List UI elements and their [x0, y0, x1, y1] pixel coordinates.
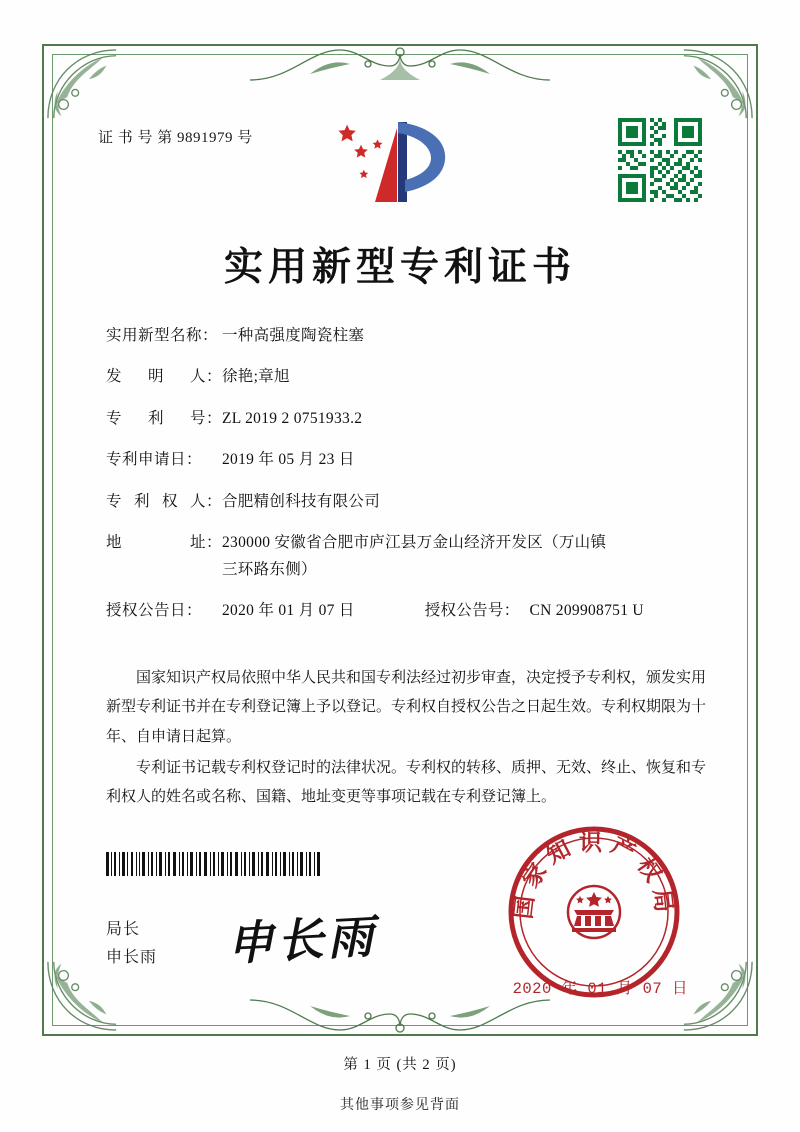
paragraph-1: 国家知识产权局依照中华人民共和国专利法经过初步审查，决定授予专利权，颁发实用新型专利证书并在专利登记簿上予以登记。专利权自授权公告之日起生效。专利权期限为十年、自申请日起算。: [106, 670, 707, 745]
label-part: 利: [133, 492, 150, 510]
label-part: 人：: [189, 492, 222, 510]
page-number: 第 1 页 (共 2 页): [343, 1057, 457, 1073]
label-part: 发: [106, 368, 123, 386]
field-label-address: [106, 533, 222, 554]
field-value-title: 一种高强度陶瓷柱塞: [222, 327, 365, 344]
label-part: 利: [147, 409, 164, 427]
director-role-label: 局长: [106, 921, 141, 938]
body-paragraphs: [106, 664, 706, 814]
official-seal: [504, 822, 684, 1002]
barcode: [106, 852, 324, 876]
paragraph-2: 专利证书记载专利权登记时的法律状况。专利权的转移、质押、无效、终止、恢复和专利权人的姓名或名称、国籍、地址变更等事项记载在专利登记簿上。: [106, 759, 707, 805]
field-row: [106, 367, 708, 388]
address-line-2: 三环路东侧）: [222, 561, 317, 579]
field-label-patentee: [106, 492, 222, 513]
label-part: 明: [147, 368, 164, 386]
page-title: 实用新型专利证书: [223, 246, 576, 289]
field-label-title: 实用新型名称：: [106, 327, 219, 344]
seal-date: 2020 年 01 月 07 日: [512, 980, 688, 998]
field-label-application-date: 专利申请日：: [106, 451, 203, 469]
field-row: [106, 326, 708, 347]
certificate-content: [92, 104, 708, 1012]
label-part: 专: [106, 492, 123, 510]
label-part: 专: [106, 409, 123, 427]
field-label-grant-no: 授权公告号：: [424, 602, 520, 620]
fields-list: [106, 326, 708, 643]
field-row: [106, 409, 708, 430]
signature-block: [106, 916, 157, 972]
qr-code: [618, 118, 702, 202]
field-label-grant-date: 授权公告日：: [106, 602, 203, 620]
field-value-address: [222, 533, 708, 581]
field-row-grant: [106, 601, 708, 622]
field-value-patent-no: ZL 2019 2 0751933.2: [222, 409, 363, 427]
label-part: 权: [161, 492, 178, 510]
footer-note: 其他事项参见背面: [340, 1098, 460, 1113]
field-value-inventor: 徐艳;章旭: [222, 368, 290, 386]
top-ornament-icon: [250, 40, 550, 84]
grant-no-value: CN 209908751 U: [529, 602, 644, 620]
field-row: [106, 450, 708, 471]
field-label-inventor: [106, 367, 222, 388]
address-line-1: 230000 安徽省合肥市庐江县万金山经济开发区（万山镇: [222, 534, 607, 552]
field-row: [106, 533, 708, 581]
label-part: 号：: [189, 409, 222, 427]
handwritten-signature: 申长雨: [225, 911, 379, 970]
field-label-patent-no: [106, 409, 222, 430]
label-part: 址：: [189, 534, 222, 552]
field-value-patentee: 合肥精创科技有限公司: [222, 492, 381, 510]
grant-date-value: 2020 年 01 月 07 日: [222, 602, 355, 620]
label-part: 人：: [189, 368, 222, 386]
field-value-application-date: 2019 年 05 月 23 日: [222, 451, 355, 469]
svg-text:国家知识产权局: 国家知识产权局: [510, 830, 678, 921]
label-part: 地: [106, 534, 123, 552]
cnipa-logo-icon: [335, 114, 465, 210]
field-row: [106, 492, 708, 513]
field-value-grant: [222, 601, 708, 622]
certificate-number: 证 书 号 第 9891979 号: [98, 130, 253, 146]
director-name-label: 申长雨: [106, 949, 158, 966]
